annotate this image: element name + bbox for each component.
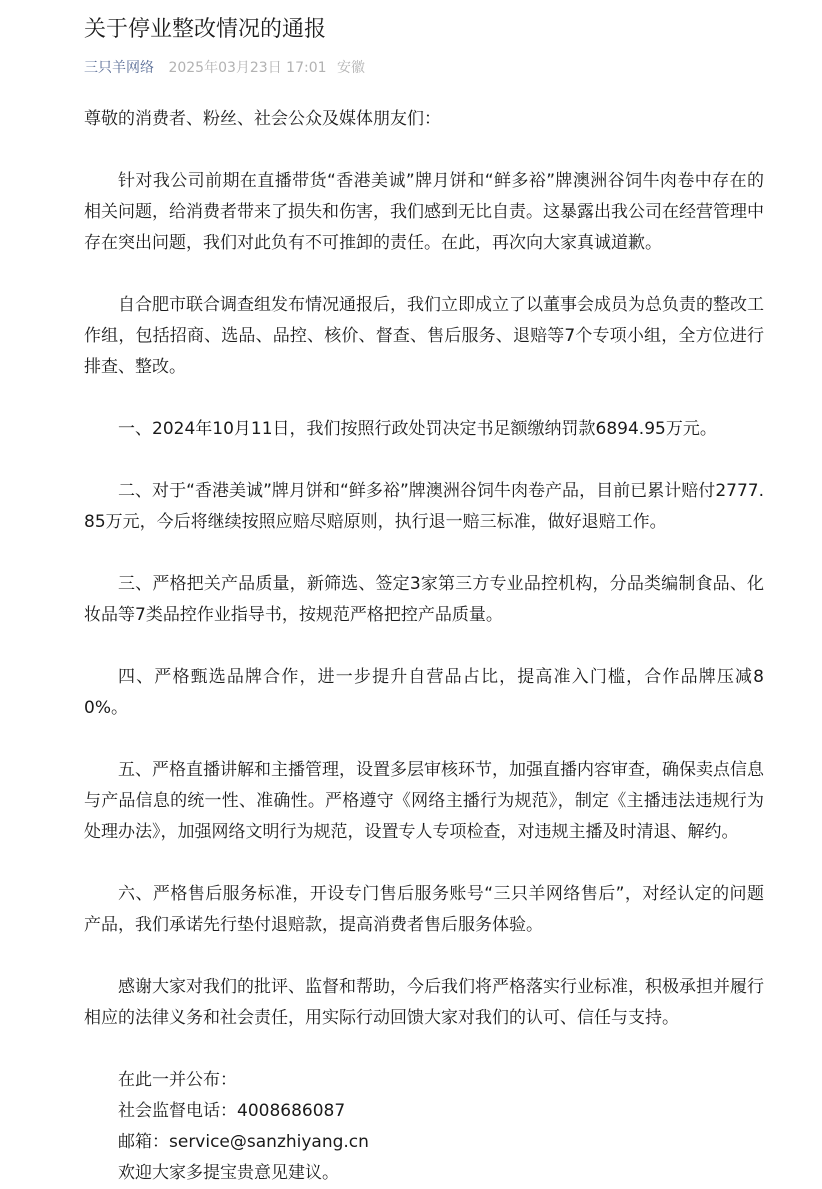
email-line: 邮箱：service@sanzhiyang.cn <box>118 1132 369 1152</box>
paragraph-item-2: 二、对于“香港美诚”牌月饼和“鲜多裕”牌澳洲谷饲牛肉卷产品，目前已累计赔付2777.85万元，今后将继续按照应赔尽赔原则，执行退一赔三标准，做好退赔工作。 <box>84 481 764 532</box>
article-meta <box>84 58 365 78</box>
author-link[interactable]: 三只羊网络 <box>84 60 154 76</box>
greeting: 尊敬的消费者、粉丝、社会公众及媒体朋友们： <box>84 109 441 129</box>
contact-footer <box>84 1065 764 1189</box>
paragraph-thanks: 感谢大家对我们的批评、监督和帮助，今后我们将严格落实行业标准，积极承担并履行相应的法律义务和社会责任，用实际行动回馈大家对我们的认可、信任与支持。 <box>84 977 764 1028</box>
paragraph-item-1: 一、2024年10月11日，我们按照行政处罚决定书足额缴纳罚款6894.95万元。 <box>118 419 717 439</box>
announce-line: 在此一并公布： <box>118 1070 237 1090</box>
publish-date: 2025年03月23日 17:01 <box>168 60 327 76</box>
paragraph-item-4: 四、严格甄选品牌合作，进一步提升自营品占比，提高准入门槛，合作品牌压减80%。 <box>84 667 764 718</box>
article-body <box>84 104 764 1189</box>
article-title: 关于停业整改情况的通报 <box>84 17 327 42</box>
paragraph-item-5: 五、严格直播讲解和主播管理，设置多层审核环节，加强直播内容审查，确保卖点信息与产品信息的统一性、准确性。严格遵守《网络主播行为规范》，制定《主播违法违规行为处理办法》，加强网络文明行为规范，设置专人专项检查，对违规主播及时清退、解约。 <box>84 760 764 842</box>
paragraph-apology: 针对我公司前期在直播带货“香港美诚”牌月饼和“鲜多裕”牌澳洲谷饲牛肉卷中存在的相关问题，给消费者带来了损失和伤害，我们感到无比自责。这暴露出我公司在经营管理中存在突出问题，我们对此负有不可推卸的责任。在此，再次向大家真诚道歉。 <box>84 171 764 253</box>
closing-line: 欢迎大家多提宝贵意见建议。 <box>118 1163 339 1183</box>
publish-location: 安徽 <box>336 60 365 76</box>
paragraph-workgroup: 自合肥市联合调查组发布情况通报后，我们立即成立了以董事会成员为总负责的整改工作组，包括招商、选品、品控、核价、督查、售后服务、退赔等7个专项小组，全方位进行排查、整改。 <box>84 295 764 377</box>
paragraph-item-6: 六、严格售后服务标准，开设专门售后服务账号“三只羊网络售后”，对经认定的问题产品，我们承诺先行垫付退赔款，提高消费者售后服务体验。 <box>84 884 764 935</box>
paragraph-item-3: 三、严格把关产品质量，新筛选、签定3家第三方专业品控机构，分品类编制食品、化妆品等7类品控作业指导书，按规范严格把控产品质量。 <box>84 574 764 625</box>
phone-line: 社会监督电话：4008686087 <box>118 1101 346 1121</box>
